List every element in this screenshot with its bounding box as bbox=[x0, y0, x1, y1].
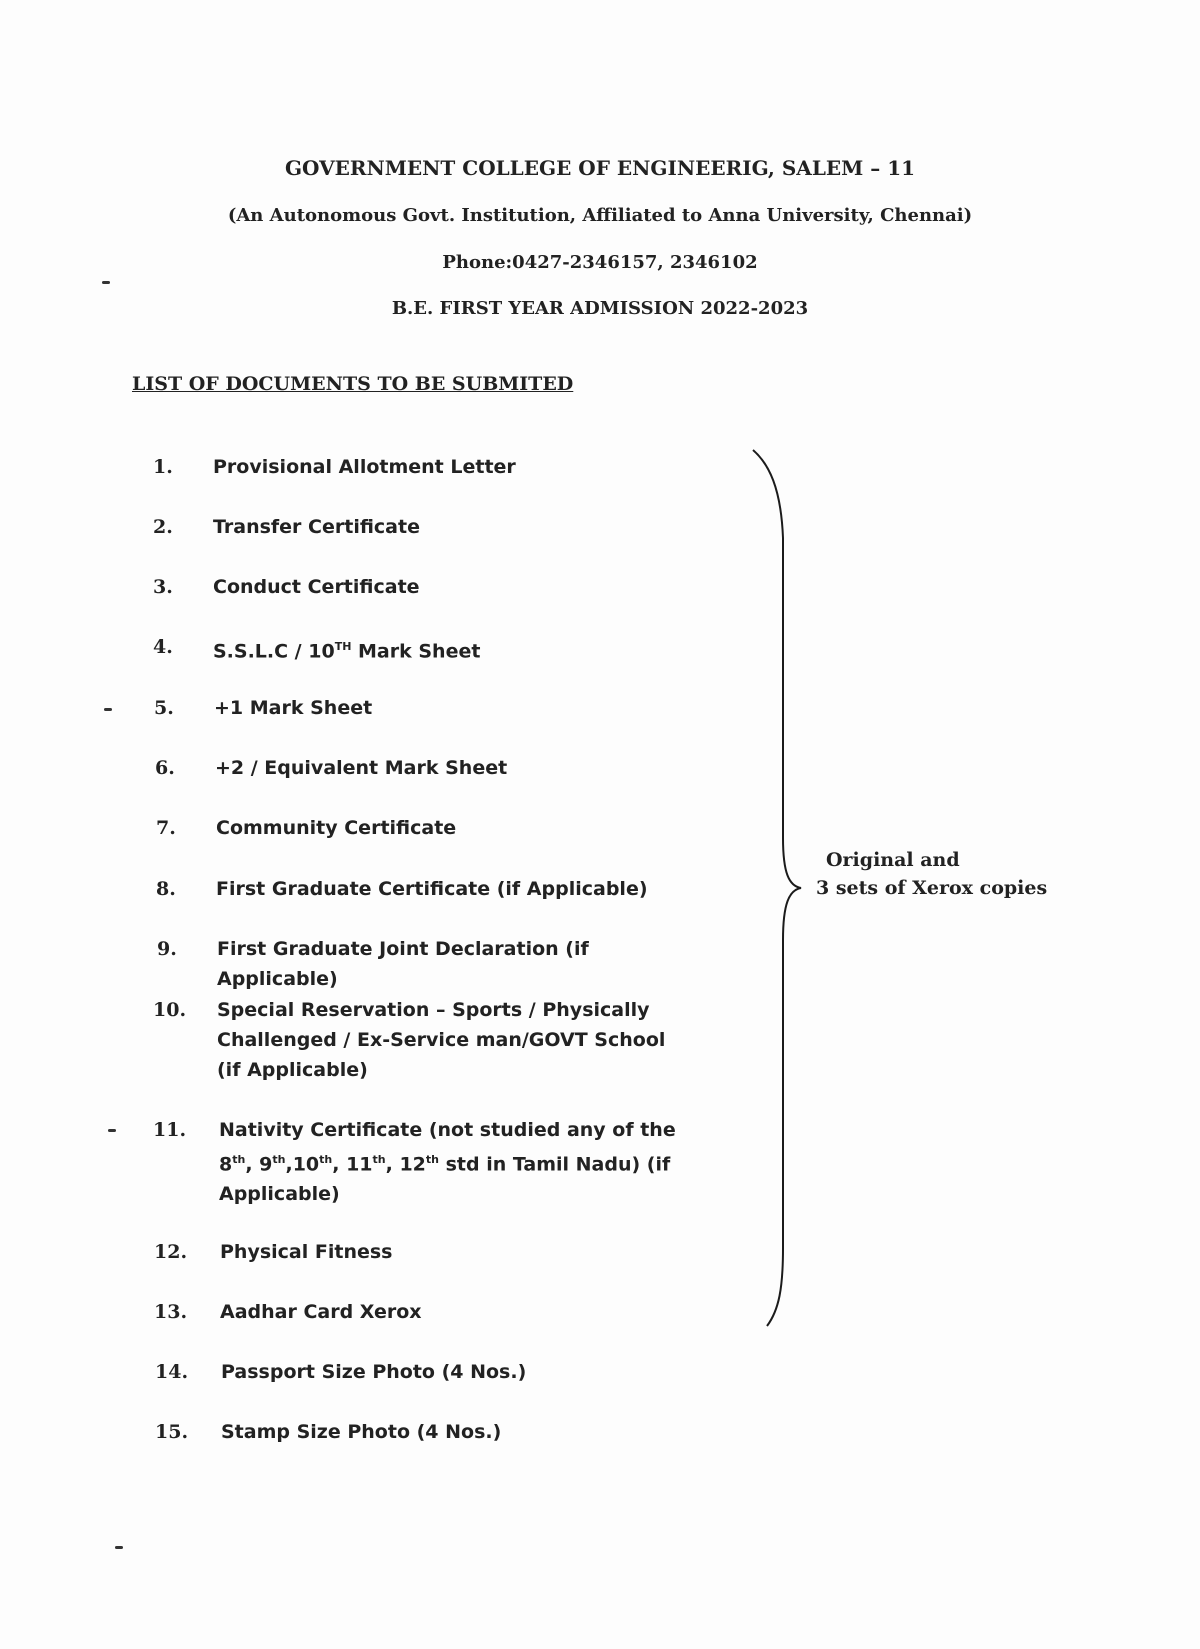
item-label: Transfer Certificate bbox=[213, 516, 420, 538]
item-number: 12. bbox=[154, 1241, 188, 1263]
item-label: +1 Mark Sheet bbox=[214, 697, 373, 719]
scan-speck bbox=[108, 1129, 116, 1132]
item-number: 14. bbox=[155, 1361, 189, 1383]
item-number: 10. bbox=[153, 999, 187, 1021]
item-label: Physical Fitness bbox=[220, 1241, 393, 1263]
list-item bbox=[155, 1421, 716, 1447]
list-item bbox=[154, 697, 709, 723]
item-label: Conduct Certificate bbox=[213, 576, 420, 598]
list-item bbox=[153, 456, 708, 482]
item-label: First Graduate Joint Declaration (if Applicable) bbox=[217, 938, 589, 990]
phone-line: Phone:0427-2346157, 2346102 bbox=[442, 252, 758, 273]
item-label: Provisional Allotment Letter bbox=[213, 456, 516, 478]
list-item bbox=[157, 938, 712, 994]
item-label: Special Reservation – Sports / Physically Challenged / Ex-Service man/GOVT School (if Applicable) bbox=[217, 999, 666, 1081]
item-number: 4. bbox=[153, 636, 173, 658]
list-item bbox=[153, 516, 708, 542]
scan-speck bbox=[115, 1546, 123, 1549]
item-number: 9. bbox=[157, 938, 177, 960]
item-number: 8. bbox=[156, 878, 176, 900]
item-number: 6. bbox=[155, 757, 175, 779]
item-number: 13. bbox=[154, 1301, 188, 1323]
list-item bbox=[156, 817, 711, 843]
item-label: Passport Size Photo (4 Nos.) bbox=[221, 1361, 527, 1383]
admission-title: B.E. FIRST YEAR ADMISSION 2022-2023 bbox=[391, 298, 809, 319]
list-item bbox=[153, 999, 687, 1085]
section-title: LIST OF DOCUMENTS TO BE SUBMITED bbox=[132, 373, 574, 395]
item-label: Community Certificate bbox=[216, 817, 457, 839]
college-name: GOVERNMENT COLLEGE OF ENGINEERIG, SALEM – 11 bbox=[284, 156, 916, 180]
item-label: Stamp Size Photo (4 Nos.) bbox=[221, 1421, 502, 1443]
item-number: 3. bbox=[153, 576, 173, 598]
curly-brace bbox=[745, 448, 815, 1328]
note-line-2: 3 sets of Xerox copies bbox=[816, 877, 1048, 899]
list-item bbox=[153, 1119, 699, 1209]
item-number: 7. bbox=[156, 817, 176, 839]
list-item bbox=[155, 757, 710, 783]
note-line-1: Original and bbox=[826, 849, 960, 871]
list-item bbox=[153, 576, 708, 602]
item-number: 5. bbox=[154, 697, 174, 719]
item-number: 15. bbox=[155, 1421, 189, 1443]
item-label: Nativity Certificate (not studied any of the 8th, 9th,10th, 11th, 12th std in Tamil Nadu) (if Applicable) bbox=[219, 1119, 676, 1206]
item-label: S.S.L.C / 10TH Mark Sheet bbox=[213, 640, 481, 663]
item-label: First Graduate Certificate (if Applicable) bbox=[216, 878, 648, 900]
affiliation-line: (An Autonomous Govt. Institution, Affiliated to Anna University, Chennai) bbox=[227, 205, 973, 226]
copies-note bbox=[816, 846, 1048, 902]
scan-speck bbox=[102, 281, 110, 284]
scan-speck bbox=[104, 708, 112, 711]
item-label: Aadhar Card Xerox bbox=[220, 1301, 422, 1323]
list-item bbox=[155, 1361, 716, 1387]
item-number: 11. bbox=[153, 1119, 187, 1141]
list-item bbox=[153, 636, 708, 666]
item-number: 1. bbox=[153, 456, 173, 478]
item-label: +2 / Equivalent Mark Sheet bbox=[215, 757, 508, 779]
item-number: 2. bbox=[153, 516, 173, 538]
list-item bbox=[156, 878, 711, 904]
list-item bbox=[154, 1241, 715, 1267]
list-item bbox=[154, 1301, 715, 1327]
